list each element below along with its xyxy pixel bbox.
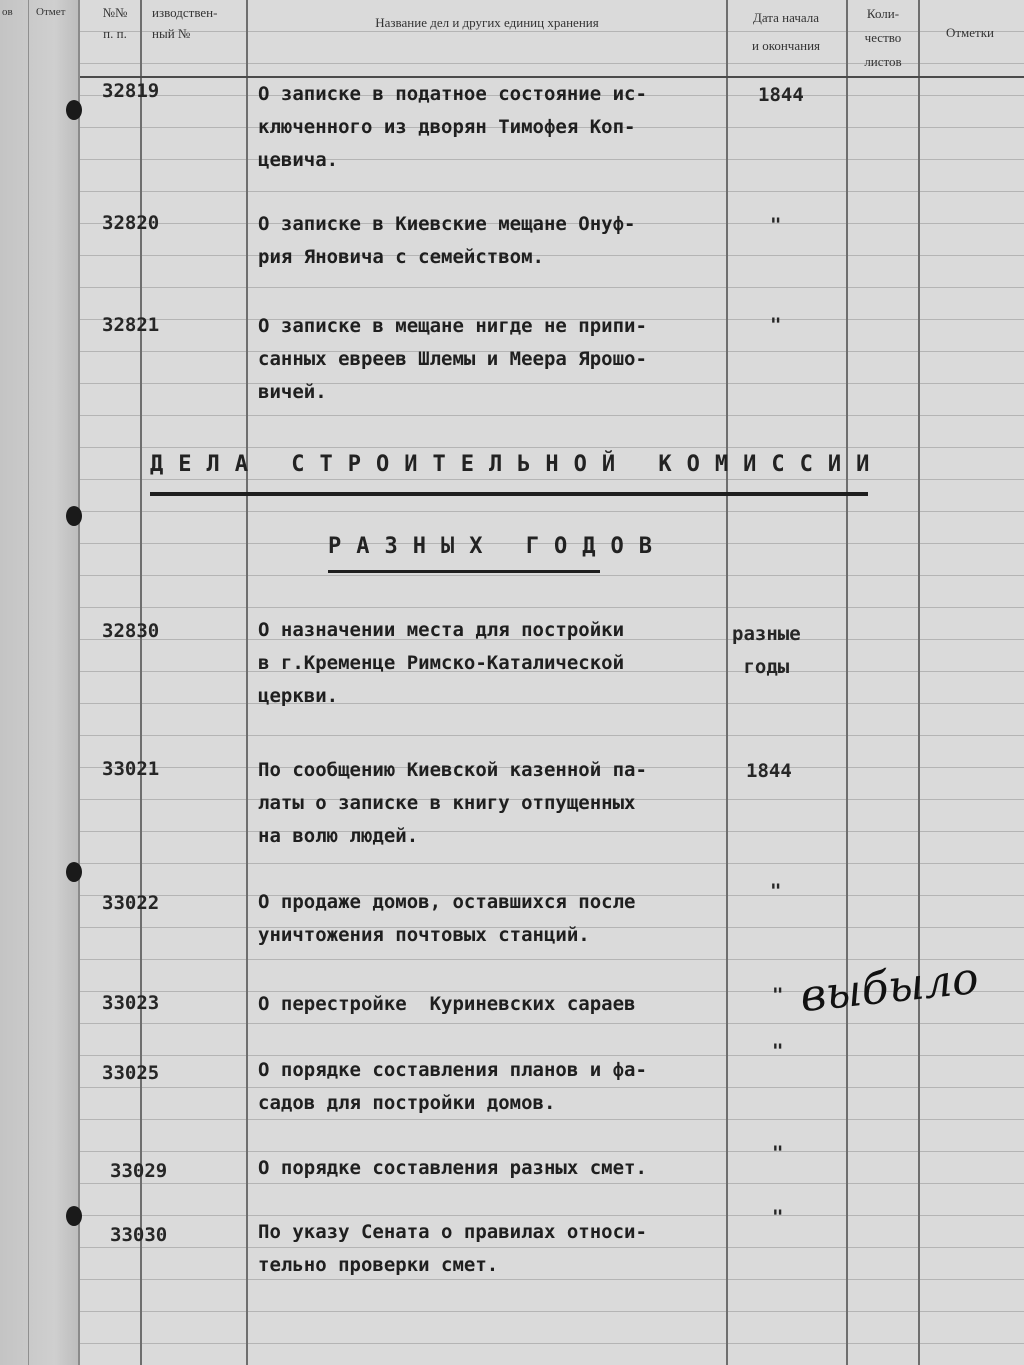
entry-date: 1844	[758, 84, 804, 106]
header-production-num: изводствен- ный №	[152, 5, 218, 41]
col-divider-date	[846, 0, 848, 1365]
header-marks: Отметки	[945, 25, 995, 40]
entry-number: 33022	[102, 892, 160, 914]
entry-title: О продаже домов, оставшихся после уничтожения почтовых станций.	[258, 891, 636, 946]
entry-number: 32830	[102, 620, 160, 642]
entry-number: 33021	[102, 758, 160, 780]
entry-date: "	[770, 214, 782, 236]
header-dates: Дата начала и окончания	[751, 10, 821, 53]
entry-title: О перестройке Куриневских сараев	[258, 993, 636, 1015]
entry-number: 32820	[102, 212, 160, 234]
entry-title: О порядке составления планов и фа- садов для постройки домов.	[258, 1059, 647, 1114]
entry-title: О записке в податное состояние ис- ключенного из дворян Тимофея Коп- цевича.	[258, 83, 647, 171]
binding-hole	[66, 1206, 82, 1226]
entry-number: 33025	[102, 1062, 160, 1084]
entry-date: "	[772, 1142, 784, 1164]
entry-number: 33029	[110, 1160, 168, 1182]
entry-date: "	[770, 880, 782, 902]
entry-date: 1844	[746, 760, 792, 782]
left-strip-col1-header: ов	[2, 6, 13, 18]
previous-page-strip	[0, 0, 80, 1365]
entry-title: По указу Сената о правилах относи- тельно проверки смет.	[258, 1221, 647, 1276]
entry-number: 33023	[102, 992, 160, 1014]
handwritten-note: выбыло	[797, 952, 981, 1023]
entry-title: О записке в Киевские мещане Онуф- рия Яновича с семейством.	[258, 213, 636, 268]
header-sheet-count: Коли- чество листов	[864, 6, 902, 69]
entry-title: О записке в мещане нигде не припи- санных евреев Шлемы и Меера Ярошо- вичей.	[258, 315, 647, 403]
entry-number: 32819	[102, 80, 160, 102]
entry-date: "	[772, 1206, 784, 1228]
col-divider-count	[918, 0, 920, 1365]
entry-date: "	[772, 1040, 784, 1062]
entry-date: разные годы	[732, 623, 801, 678]
entry-title: О порядке составления разных смет.	[258, 1157, 647, 1179]
section-heading-line2: РАЗНЫХ ГОДОВ	[328, 534, 667, 559]
header-num: №№ п. п.	[102, 5, 128, 41]
left-strip-col2-header: Отмет	[36, 6, 66, 18]
entry-number: 33030	[110, 1224, 168, 1246]
binding-hole	[66, 100, 82, 120]
entry-title: О назначении места для постройки в г.Кременце Римско-Каталической церкви.	[258, 619, 625, 707]
header-title: Название дел и других единиц хранения	[375, 15, 599, 30]
section-subheading-underline	[328, 570, 600, 573]
binding-hole	[66, 506, 82, 526]
left-strip-divider	[28, 0, 29, 1365]
entry-date: "	[772, 984, 784, 1006]
entry-title: По сообщению Киевской казенной па- латы о записке в книгу отпущенных на волю людей.	[258, 759, 647, 847]
binding-hole	[66, 862, 82, 882]
section-heading-underline	[150, 492, 868, 496]
entry-number: 32821	[102, 314, 160, 336]
entry-date: "	[770, 314, 782, 336]
col-divider-prod	[246, 0, 248, 1365]
section-heading-line1: ДЕЛА СТРОИТЕЛЬНОЙ КОМИССИИ	[150, 452, 885, 477]
